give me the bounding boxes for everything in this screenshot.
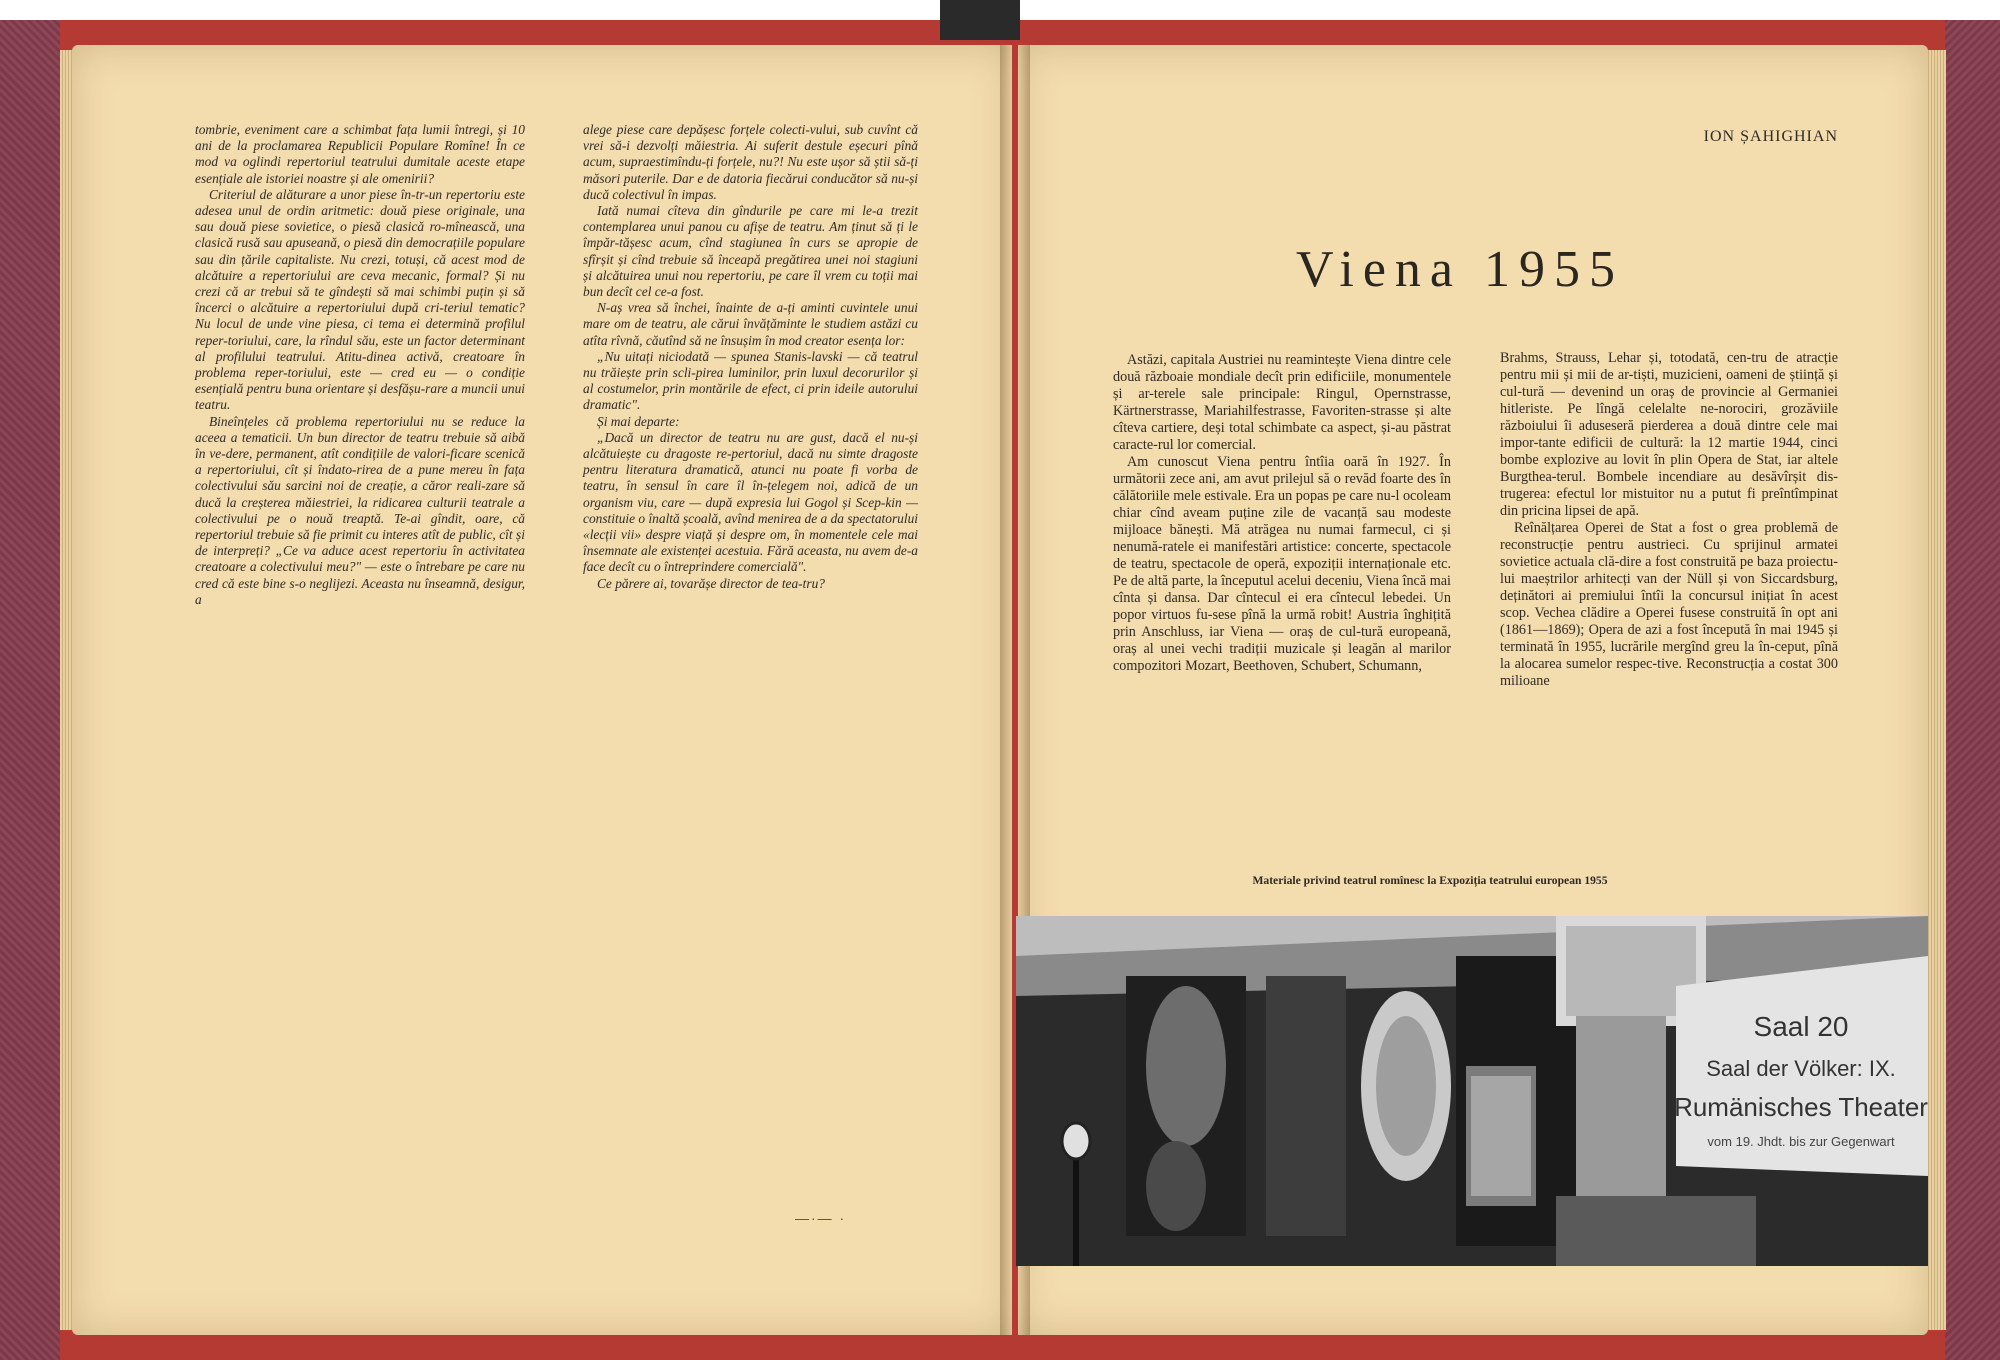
paragraph: Ce părere ai, tovarășe director de tea-tru? bbox=[597, 575, 825, 591]
left-column-2 bbox=[583, 122, 918, 592]
left-column-1 bbox=[195, 122, 525, 608]
sign-line-2: Saal der Völker: IX. bbox=[1706, 1056, 1896, 1081]
sign-line-3: Rumänisches Theater bbox=[1674, 1092, 1928, 1122]
paragraph: Bineînțeles că problema repertoriului nu se reduce la aceea a tematicii. Un bun director de teatru trebuie să aibă în ve-dere, permanent, atît condițiile de valori-ficare scenică a repertoriului, cît și îndato-rirea de a pune mereu în fața colectivului său sarcini noi de creație, a căror reali-zare să ducă la creșterea măiestriei, la ridicarea culturii teatrale a colectivului pe o nouă treaptă. Te-ai gîndit, oare, că repertoriul trebuie să fie primit cu interes atît de public, cît și de interpreți? „Ce va aduce acest repertoriu în activitatea creatoare a colectivului meu?" — este o întrebare pe care nu cred că este bine s-o neglijezi. Aceasta nu înseamnă, desigur, a bbox=[195, 413, 525, 607]
ink-mark: —·— · bbox=[795, 1210, 847, 1226]
paragraph: Și mai departe: bbox=[597, 413, 680, 429]
paragraph: N-aș vrea să închei, înainte de a-ți aminti cuvintele unui mare om de teatru, ale cărui învățăminte le studiem astăzi cu atîta rîvnă, căutînd să ne însușim în mod creator esența lor: bbox=[583, 300, 918, 348]
paragraph: „Nu uitați niciodată — spunea Stanis-lavski — că teatrul nu trăiește prin scli-pirea luminilor, prin luxul decorurilor și al costumelor, prin montările de efect, ci prin ideile autorului dramatic". bbox=[583, 348, 918, 413]
paragraph: Brahms, Strauss, Lehar și, totodată, cen-tru de atracție pentru mii și mii de ar-tiști, muzicieni, oameni de știință și cul-tură — devenind un oraș de provincie al Germaniei hitleriste. Pe lîngă celelalte ne-norociri, grozăviile războiului îi aduseseră pierderea a două dintre cele mai impor-tante edificii de cultură: la 12 martie 1944, cinci bombe explozive au lovit în plin Opera de Stat, iar altele Burgthea-terul. Bombele incendiare au desăvîrșit dis-trugerea: efectul lor mistuitor nu a putut fi preîntîmpinat din pricina lipsei de apă. bbox=[1500, 350, 1838, 519]
right-column-1 bbox=[1113, 352, 1451, 675]
paragraph: alege piese care depășesc forțele colecti-vului, sub cuvînt că vrei să-i dezvolți măiestria. Ai suferit destule eșecuri pînă acum, supraestimîndu-ți forțele, nu?! Nu este ușor să știi să-ți măsori puterile. Dar e de datoria fiecărui conducător să nu-și ducă colectivul în impas. bbox=[583, 122, 918, 202]
paragraph: „Dacă un director de teatru nu are gust, dacă el nu-și alcătuiește cu dragoste re-pertoriul, dacă nu simte dragoste pentru literatura dramatică, atunci nu poate fi vorba de teatru, în sensul în care îl în-țelegem noi, adică de un organism viu, care — după expresia lui Gogol și Scep-kin — constituie o înaltă școală, avînd menirea de a da spectatorului «lecții vii» despre viață și despre om, în momentele cele mai însemnate ale existenței acestuia. Fără aceasta, nu avem de-a face decît cu o întreprindere comercială". bbox=[583, 429, 918, 575]
spine-top bbox=[940, 0, 1020, 40]
exhibition-photo bbox=[1016, 916, 1928, 1266]
paragraph: tombrie, eveniment care a schimbat fața lumii întregi, și 10 ani de la proclamarea Republicii Populare Romîne! În ce mod va oglindi repertoriul teatrului dumitale aceste etape esențiale ale istoriei noastre și ale omenirii? bbox=[195, 122, 525, 186]
article-author: ION ȘAHIGHIAN bbox=[1703, 128, 1838, 145]
paragraph: Reînălțarea Operei de Stat a fost o grea problemă de reconstrucție pentru austrieci. Cu sprijinul armatei sovietice actuala clă-dire a fost construită pe baza proiectu-lui maeștrilor arhitecți van der Nüll și von Siccardsburg, deținători ai premiului întîi la concursul inițiat în acest scop. Vechea clădire a Operei fusese construită în opt ani (1861—1869); Opera de azi a fost începută în mai 1945 și terminată în 1955, lucrările mergînd greu la în-ceput, pînă la alocarea sumelor respec-tive. Reconstrucția a costat 300 milioane bbox=[1500, 520, 1838, 689]
right-column-2 bbox=[1500, 350, 1838, 690]
exhibition-photo-drawing bbox=[1016, 916, 1928, 1266]
sign-line-1: Saal 20 bbox=[1753, 1011, 1849, 1042]
paragraph: Astăzi, capitala Austriei nu reamintește Viena dintre cele două războaie mondiale decît prin edificiile, monumentele și ar-terele sale principale: Ringul, Opernstrasse, Kärtnerstrasse, Mariahilfestrasse, Favoriten-strasse și alte cîteva cartiere, deși total schimbate ca aspect, și-au păstrat caracte-rul lor comercial. bbox=[1113, 352, 1451, 453]
article-title: Viena 1955 bbox=[1295, 241, 1625, 298]
page-edges-right bbox=[1926, 50, 1946, 1330]
paragraph: Iată numai cîteva din gîndurile pe care mi le-a trezit contemplarea unui panou cu afișe de teatru. Am ținut să ți le împăr-tășesc acum, cînd stagiunea în curs se apropie de sfîrșit și cînd trebuie să înceapă pregătirea unei noi stagiuni și alcătuirea unui nou repertoriu, pe care îl vrem cu toții mai bun decît cel ce-a fost. bbox=[583, 203, 918, 300]
photo-caption: Materiale privind teatrul romînesc la Expoziția teatrului european 1955 bbox=[1252, 874, 1608, 887]
sign-line-4: vom 19. Jhdt. bis zur Gegenwart bbox=[1707, 1134, 1895, 1149]
paragraph: Am cunoscut Viena pentru întîia oară în 1927. În următorii zece ani, am avut prilejul să o revăd foarte des în călătoriile mele estivale. Era un popas pe care nu-l ocoleam chiar cînd aveam puține zile de vacanță sau modeste mijloace bănești. Mă atrăgea nu numai farmecul, ci și nenumă-ratele ei manifestări artistice: concerte, spectacole de teatru, spectacole de operă, expoziții internaționale etc. Pe de altă parte, la începutul acelui deceniu, Viena încă mai cînta și dansa. Dar cîntecul ei era cîntecul lebedei. Un popor virtuos fu-sese pînă la urmă robit! Austria înghițită prin Anschluss, iar Viena — oraș de cul-tură europeană, oraș al unei vechi tradiții muzicale și leagăn al marilor compozitori Mozart, Beethoven, Schubert, Schumann, bbox=[1113, 454, 1451, 674]
paragraph: Criteriul de alăturare a unor piese în-tr-un repertoriu este adesea unul de ordin aritmetic: două piese originale, una sau două piese sovietice, o piesă clasică ro-mînească, una clasică rusă sau apuseană, o piesă din democrațiile populare sau din țările capitaliste. Nu crezi, totuși, că acest mod de alcătuire a repertoriului are ceva mecanic, formal? Și nu crezi că ar trebui să te gîndești să mai schimbi puțin și să încerci o alcătuire a repertoriului după cri-teriul tematic? Nu locul de unde vine piesa, ci tema ei determină profilul reper-toriului, care, la rîndul său, este un factor determinant al profilului teatrului. Atitu-dinea activă, creatoare în problema reper-toriului, este — cred eu — o condiție esențială pentru buna orientare și desfășu-rare a muncii unui teatru. bbox=[195, 186, 525, 413]
